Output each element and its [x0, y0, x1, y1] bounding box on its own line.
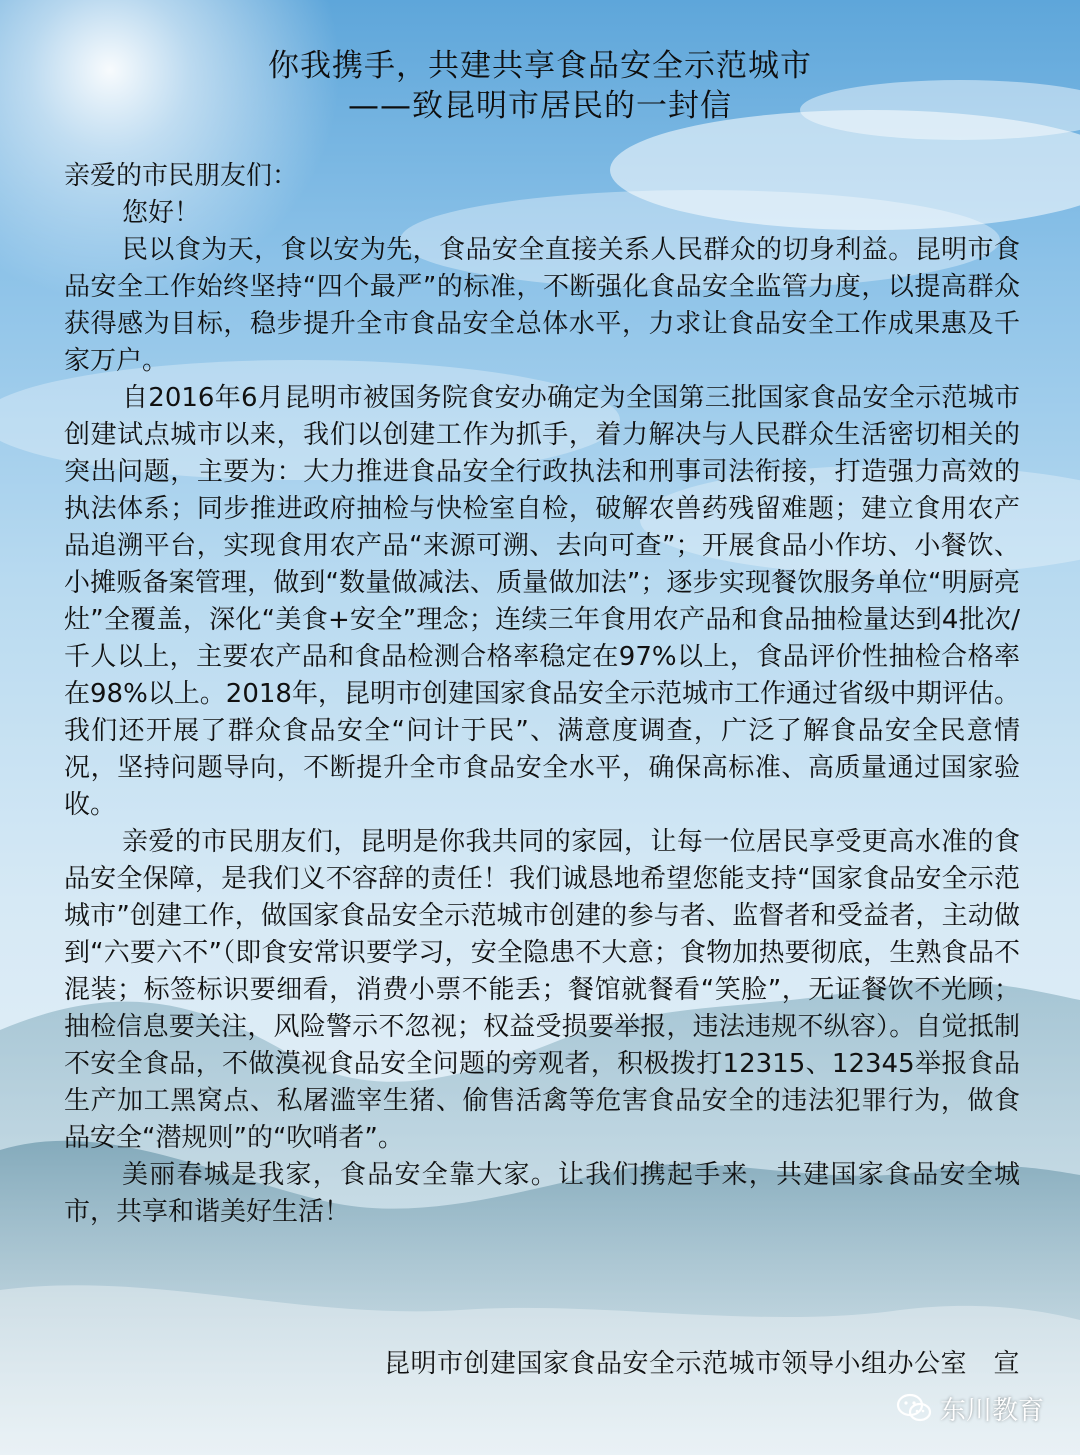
paragraph-2: 自2016年6月昆明市被国务院食安办确定为全国第三批国家食品安全示范城市创建试点城市以来，我们以创建工作为抓手，着力解决与人民群众生活密切相关的突出问题，主要为：大力推进食品安全行政执法和刑事司法衔接，打造强力高效的执法体系；同步推进政府抽检与快检室自检，破解农兽药残留难题；建立食用农产品追溯平台，实现食用农产品“来源可溯、去向可查”；开展食品小作坊、小餐饮、小摊贩备案管理，做到“数量做减法、质量做加法”；逐步实现餐饮服务单位“明厨亮灶”全覆盖，深化“美食+安全”理念；连续三年食用农产品和食品抽检量达到4批次/千人以上，主要农产品和食品检测合格率稳定在97%以上，食品评价性抽检合格率在98%以上。2018年，昆明市创建国家食品安全示范城市工作通过省级中期评估。我们还开展了群众食品安全“问计于民”、满意度调查，广泛了解食品安全民意情况，坚持问题导向，不断提升全市食品安全水平，确保高标准、高质量通过国家验收。 — [64, 383, 1020, 820]
paragraph-1: 民以食为天，食以安为先，食品安全直接关系人民群众的切身利益。昆明市食品安全工作始终坚持“四个最严”的标准，不断强化食品安全监管力度，以提高群众获得感为目标，稳步提升全市食品安全总体水平，力求让食品安全工作成果惠及千家万户。 — [64, 235, 1020, 376]
page-subtitle: ——致昆明市居民的一封信 — [348, 88, 732, 124]
account-watermark — [896, 1386, 1044, 1430]
letter-body — [64, 158, 1020, 1231]
greeting: 您好！ — [122, 198, 201, 228]
wechat-icon — [896, 1393, 932, 1423]
signature: 昆明市创建国家食品安全示范城市领导小组办公室 宣 — [383, 1349, 1020, 1379]
paragraph-4: 美丽春城是我家，食品安全靠大家。让我们携起手来，共建国家食品安全城市，共享和谐美好生活！ — [64, 1160, 1020, 1227]
page-title: 你我携手，共建共享食品安全示范城市 — [268, 48, 812, 84]
salutation: 亲爱的市民朋友们： — [64, 161, 299, 191]
watermark-text: 东川教育 — [939, 1395, 1044, 1426]
paragraph-3: 亲爱的市民朋友们，昆明是你我共同的家园，让每一位居民享受更高水准的食品安全保障，是我们义不容辞的责任！我们诚恳地希望您能支持“国家食品安全示范城市”创建工作，做国家食品安全示范城市创建的参与者、监督者和受益者，主动做到“六要六不”（即食安常识要学习，安全隐患不大意；食物加热要彻底，生熟食品不混装；标签标识要细看，消费小票不能丢；餐馆就餐看“笑脸”，无证餐饮不光顾；抽检信息要关注，风险警示不忽视；权益受损要举报，违法违规不纵容）。自觉抵制不安全食品，不做漠视食品安全问题的旁观者，积极拨打12315、12345举报食品生产加工黑窝点、私屠滥宰生猪、偷售活禽等危害食品安全的违法犯罪行为，做食品安全“潜规则”的“吹哨者”。 — [64, 827, 1020, 1153]
